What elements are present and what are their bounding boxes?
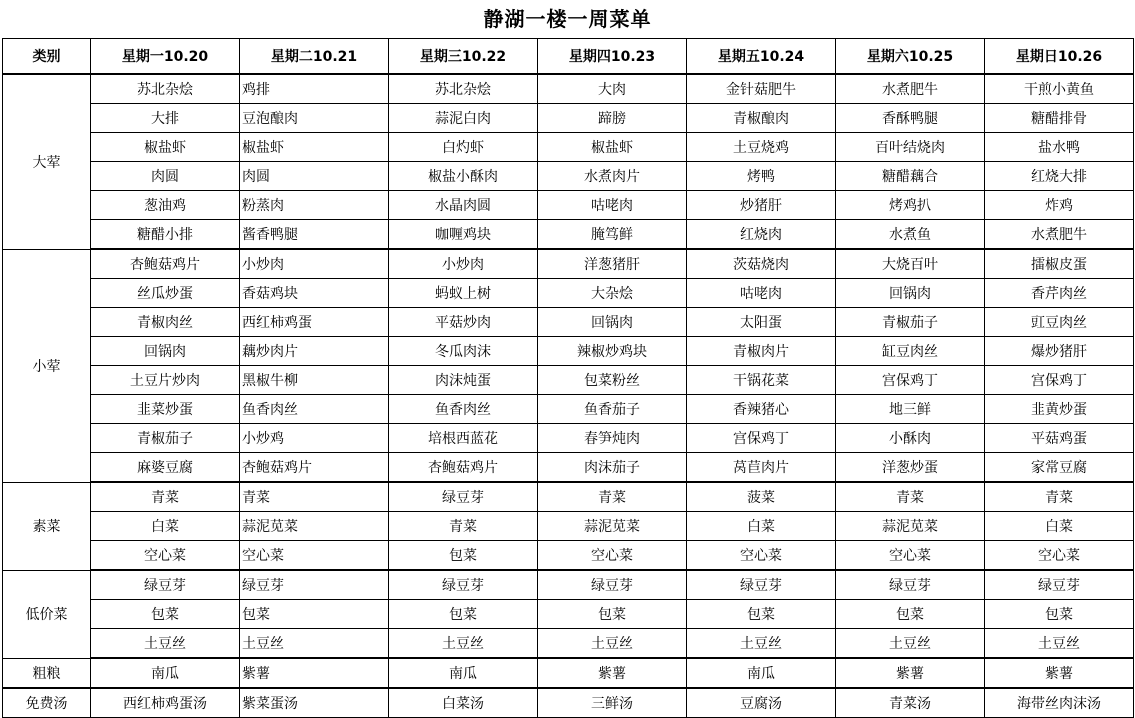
dish-cell: 白菜 (985, 512, 1134, 541)
dish-cell: 包菜粉丝 (538, 366, 687, 395)
table-row (3, 512, 1134, 541)
dish-cell: 宫保鸡丁 (836, 366, 985, 395)
table-row (3, 133, 1134, 162)
dish-cell: 蹄膀 (538, 104, 687, 133)
table-row (3, 249, 1134, 279)
table-row (3, 220, 1134, 250)
dish-cell: 红烧大排 (985, 162, 1134, 191)
dish-cell: 咕咾肉 (687, 279, 836, 308)
category-cell: 大荤 (3, 74, 91, 249)
dish-cell: 蒜泥白肉 (389, 104, 538, 133)
dish-cell: 椒盐虾 (538, 133, 687, 162)
dish-cell: 南瓜 (687, 658, 836, 688)
dish-cell: 青菜 (389, 512, 538, 541)
dish-cell: 糖醋排骨 (985, 104, 1134, 133)
dish-cell: 回锅肉 (538, 308, 687, 337)
dish-cell: 大杂烩 (538, 279, 687, 308)
dish-cell: 粉蒸肉 (240, 191, 389, 220)
dish-cell: 烤鸡扒 (836, 191, 985, 220)
dish-cell: 香辣猪心 (687, 395, 836, 424)
dish-cell: 海带丝肉沫汤 (985, 688, 1134, 718)
dish-cell: 香芹肉丝 (985, 279, 1134, 308)
dish-cell: 香菇鸡块 (240, 279, 389, 308)
dish-cell: 小炒肉 (240, 249, 389, 279)
dish-cell: 水煮肥牛 (985, 220, 1134, 250)
day-header: 星期四10.23 (538, 39, 687, 75)
dish-cell: 洋葱猪肝 (538, 249, 687, 279)
dish-cell: 大排 (91, 104, 240, 133)
table-row (3, 629, 1134, 659)
table-row (3, 688, 1134, 718)
dish-cell: 鱼香肉丝 (240, 395, 389, 424)
dish-cell: 包菜 (687, 600, 836, 629)
dish-cell: 绿豆芽 (91, 570, 240, 600)
dish-cell: 水煮鱼 (836, 220, 985, 250)
table-row (3, 279, 1134, 308)
dish-cell: 小炒肉 (389, 249, 538, 279)
dish-cell: 肉沫炖蛋 (389, 366, 538, 395)
dish-cell: 肉圆 (240, 162, 389, 191)
dish-cell: 土豆丝 (836, 629, 985, 659)
dish-cell: 三鲜汤 (538, 688, 687, 718)
table-row (3, 308, 1134, 337)
dish-cell: 白菜 (687, 512, 836, 541)
dish-cell: 腌笃鲜 (538, 220, 687, 250)
dish-cell: 培根西蓝花 (389, 424, 538, 453)
dish-cell: 苏北杂烩 (389, 74, 538, 104)
dish-cell: 青菜 (240, 482, 389, 512)
dish-cell: 青菜汤 (836, 688, 985, 718)
dish-cell: 小酥肉 (836, 424, 985, 453)
menu-body (3, 74, 1134, 718)
dish-cell: 紫薯 (985, 658, 1134, 688)
dish-cell: 水煮肥牛 (836, 74, 985, 104)
dish-cell: 鸡排 (240, 74, 389, 104)
dish-cell: 空心菜 (836, 541, 985, 571)
dish-cell: 土豆丝 (687, 629, 836, 659)
dish-cell: 南瓜 (389, 658, 538, 688)
dish-cell: 包菜 (538, 600, 687, 629)
dish-cell: 青菜 (538, 482, 687, 512)
dish-cell: 空心菜 (240, 541, 389, 571)
dish-cell: 菠菜 (687, 482, 836, 512)
dish-cell: 南瓜 (91, 658, 240, 688)
dish-cell: 青菜 (91, 482, 240, 512)
dish-cell: 包菜 (240, 600, 389, 629)
dish-cell: 春笋炖肉 (538, 424, 687, 453)
dish-cell: 绿豆芽 (389, 570, 538, 600)
dish-cell: 白菜汤 (389, 688, 538, 718)
dish-cell: 水晶肉圆 (389, 191, 538, 220)
dish-cell: 蒜泥苋菜 (538, 512, 687, 541)
dish-cell: 烤鸭 (687, 162, 836, 191)
dish-cell: 绿豆芽 (985, 570, 1134, 600)
dish-cell: 包菜 (985, 600, 1134, 629)
dish-cell: 土豆片炒肉 (91, 366, 240, 395)
dish-cell: 干锅花菜 (687, 366, 836, 395)
dish-cell: 麻婆豆腐 (91, 453, 240, 483)
table-row (3, 191, 1134, 220)
dish-cell: 辣椒炒鸡块 (538, 337, 687, 366)
dish-cell: 金针菇肥牛 (687, 74, 836, 104)
category-cell: 粗粮 (3, 658, 91, 688)
dish-cell: 香酥鸭腿 (836, 104, 985, 133)
dish-cell: 回锅肉 (91, 337, 240, 366)
table-row (3, 395, 1134, 424)
dish-cell: 韭菜炒蛋 (91, 395, 240, 424)
dish-cell: 平菇鸡蛋 (985, 424, 1134, 453)
dish-cell: 蒜泥苋菜 (240, 512, 389, 541)
dish-cell: 西红柿鸡蛋 (240, 308, 389, 337)
day-header: 星期二10.21 (240, 39, 389, 75)
dish-cell: 咕咾肉 (538, 191, 687, 220)
dish-cell: 包菜 (91, 600, 240, 629)
dish-cell: 紫薯 (538, 658, 687, 688)
dish-cell: 椒盐虾 (91, 133, 240, 162)
dish-cell: 苏北杂烩 (91, 74, 240, 104)
dish-cell: 白灼虾 (389, 133, 538, 162)
dish-cell: 平菇炒肉 (389, 308, 538, 337)
dish-cell: 杏鲍菇鸡片 (240, 453, 389, 483)
dish-cell: 青椒肉片 (687, 337, 836, 366)
day-header: 星期一10.20 (91, 39, 240, 75)
day-header: 星期六10.25 (836, 39, 985, 75)
dish-cell: 土豆丝 (240, 629, 389, 659)
dish-cell: 绿豆芽 (240, 570, 389, 600)
dish-cell: 蚂蚁上树 (389, 279, 538, 308)
dish-cell: 太阳蛋 (687, 308, 836, 337)
dish-cell: 地三鲜 (836, 395, 985, 424)
dish-cell: 黑椒牛柳 (240, 366, 389, 395)
dish-cell: 包菜 (836, 600, 985, 629)
dish-cell: 土豆丝 (985, 629, 1134, 659)
dish-cell: 盐水鸭 (985, 133, 1134, 162)
dish-cell: 酱香鸭腿 (240, 220, 389, 250)
dish-cell: 土豆丝 (91, 629, 240, 659)
dish-cell: 大烧百叶 (836, 249, 985, 279)
header-row (3, 39, 1134, 75)
dish-cell: 蒜泥苋菜 (836, 512, 985, 541)
dish-cell: 百叶结烧肉 (836, 133, 985, 162)
table-row (3, 570, 1134, 600)
dish-cell: 丝瓜炒蛋 (91, 279, 240, 308)
category-cell: 免费汤 (3, 688, 91, 718)
dish-cell: 紫薯 (836, 658, 985, 688)
dish-cell: 糖醋小排 (91, 220, 240, 250)
table-row (3, 424, 1134, 453)
dish-cell: 紫薯 (240, 658, 389, 688)
dish-cell: 土豆丝 (538, 629, 687, 659)
dish-cell: 糖醋藕合 (836, 162, 985, 191)
day-header: 星期三10.22 (389, 39, 538, 75)
dish-cell: 绿豆芽 (836, 570, 985, 600)
dish-cell: 青菜 (836, 482, 985, 512)
dish-cell: 炸鸡 (985, 191, 1134, 220)
category-header: 类别 (3, 39, 91, 75)
dish-cell: 家常豆腐 (985, 453, 1134, 483)
dish-cell: 韭黄炒蛋 (985, 395, 1134, 424)
dish-cell: 空心菜 (687, 541, 836, 571)
category-cell: 低价菜 (3, 570, 91, 658)
dish-cell: 空心菜 (91, 541, 240, 571)
dish-cell: 回锅肉 (836, 279, 985, 308)
dish-cell: 肉圆 (91, 162, 240, 191)
dish-cell: 大肉 (538, 74, 687, 104)
dish-cell: 炒猪肝 (687, 191, 836, 220)
dish-cell: 肉沫茄子 (538, 453, 687, 483)
dish-cell: 豇豆肉丝 (985, 308, 1134, 337)
table-row (3, 366, 1134, 395)
dish-cell: 爆炒猪肝 (985, 337, 1134, 366)
dish-cell: 包菜 (389, 541, 538, 571)
table-row (3, 162, 1134, 191)
dish-cell: 绿豆芽 (687, 570, 836, 600)
dish-cell: 白菜 (91, 512, 240, 541)
dish-cell: 杏鲍菇鸡片 (389, 453, 538, 483)
table-row (3, 337, 1134, 366)
dish-cell: 茨菇烧肉 (687, 249, 836, 279)
dish-cell: 鱼香肉丝 (389, 395, 538, 424)
dish-cell: 洋葱炒蛋 (836, 453, 985, 483)
dish-cell: 咖喱鸡块 (389, 220, 538, 250)
dish-cell: 空心菜 (985, 541, 1134, 571)
dish-cell: 青椒茄子 (836, 308, 985, 337)
table-row (3, 104, 1134, 133)
dish-cell: 青椒茄子 (91, 424, 240, 453)
dish-cell: 水煮肉片 (538, 162, 687, 191)
dish-cell: 藕炒肉片 (240, 337, 389, 366)
dish-cell: 绿豆芽 (538, 570, 687, 600)
dish-cell: 缸豆肉丝 (836, 337, 985, 366)
table-row (3, 482, 1134, 512)
page-title: 静湖一楼一周菜单 (483, 7, 652, 31)
table-row (3, 600, 1134, 629)
dish-cell: 空心菜 (538, 541, 687, 571)
dish-cell: 小炒鸡 (240, 424, 389, 453)
dish-cell: 椒盐虾 (240, 133, 389, 162)
day-header: 星期日10.26 (985, 39, 1134, 75)
dish-cell: 青菜 (985, 482, 1134, 512)
dish-cell: 青椒肉丝 (91, 308, 240, 337)
dish-cell: 豆腐汤 (687, 688, 836, 718)
dish-cell: 土豆烧鸡 (687, 133, 836, 162)
dish-cell: 宫保鸡丁 (985, 366, 1134, 395)
dish-cell: 擂椒皮蛋 (985, 249, 1134, 279)
table-row (3, 658, 1134, 688)
table-row (3, 74, 1134, 104)
dish-cell: 绿豆芽 (389, 482, 538, 512)
dish-cell: 包菜 (389, 600, 538, 629)
dish-cell: 干煎小黄鱼 (985, 74, 1134, 104)
dish-cell: 宫保鸡丁 (687, 424, 836, 453)
dish-cell: 豆泡酿肉 (240, 104, 389, 133)
dish-cell: 莴苣肉片 (687, 453, 836, 483)
table-row (3, 453, 1134, 483)
dish-cell: 杏鲍菇鸡片 (91, 249, 240, 279)
table-row (3, 541, 1134, 571)
dish-cell: 西红柿鸡蛋汤 (91, 688, 240, 718)
dish-cell: 冬瓜肉沫 (389, 337, 538, 366)
dish-cell: 土豆丝 (389, 629, 538, 659)
dish-cell: 青椒酿肉 (687, 104, 836, 133)
dish-cell: 紫菜蛋汤 (240, 688, 389, 718)
weekly-menu-table (2, 38, 1134, 718)
day-header: 星期五10.24 (687, 39, 836, 75)
category-cell: 素菜 (3, 482, 91, 570)
dish-cell: 椒盐小酥肉 (389, 162, 538, 191)
dish-cell: 红烧肉 (687, 220, 836, 250)
dish-cell: 葱油鸡 (91, 191, 240, 220)
category-cell: 小荤 (3, 249, 91, 482)
dish-cell: 鱼香茄子 (538, 395, 687, 424)
